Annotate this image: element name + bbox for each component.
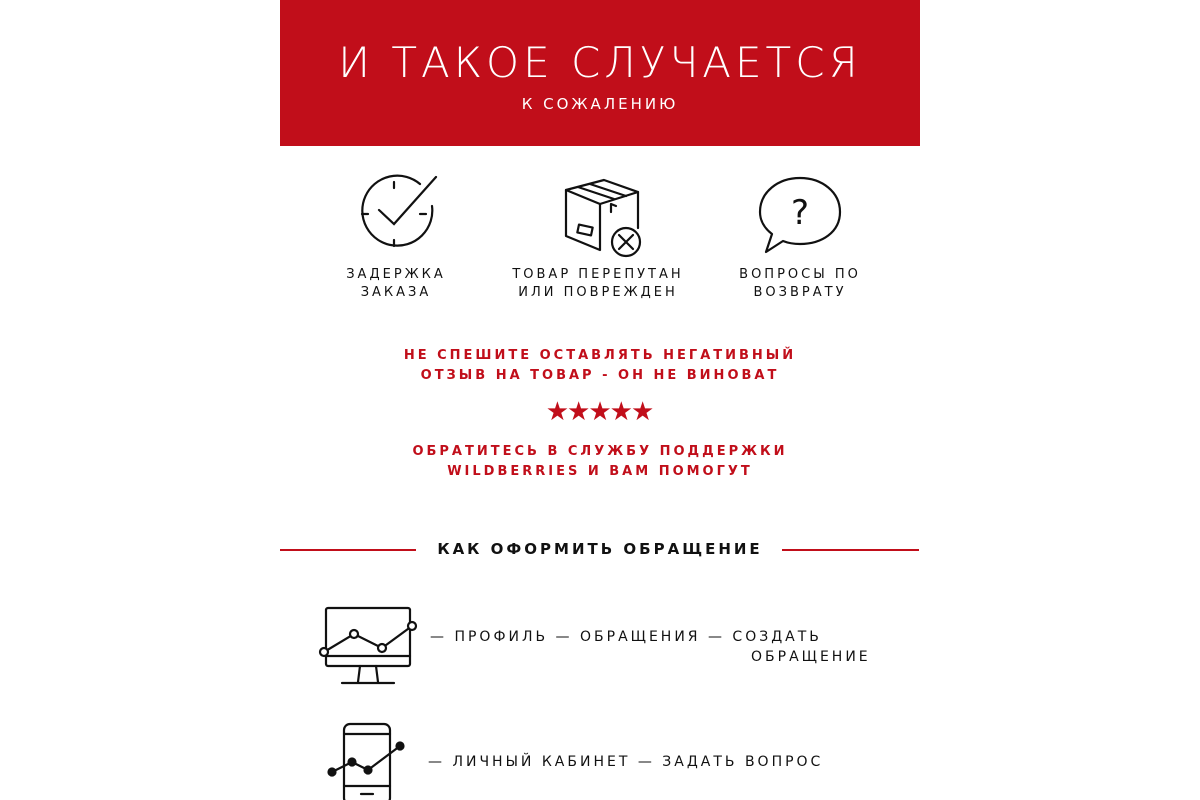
step-line: — ПРОФИЛЬ — ОБРАЩЕНИЯ — СОЗДАТЬ xyxy=(430,629,822,645)
issue-caption-line: ЗАДЕРЖКА xyxy=(346,267,446,282)
issue-return-questions xyxy=(690,170,910,300)
advice-line: ОТЗЫВ НА ТОВАР - ОН НЕ ВИНОВАТ xyxy=(420,368,780,383)
issue-caption-line: ВОЗВРАТУ xyxy=(753,285,847,300)
question-bubble-icon xyxy=(750,170,850,260)
issue-caption xyxy=(488,266,708,302)
support-text xyxy=(280,442,920,482)
issue-caption xyxy=(286,266,506,302)
divider-line xyxy=(280,549,416,551)
issue-caption-line: ЗАКАЗА xyxy=(360,285,432,300)
star-icon: ★ xyxy=(545,397,570,427)
issue-order-delay xyxy=(286,170,506,300)
smartphone-chart-icon xyxy=(326,722,410,800)
support-line: WILDBERRIES И ВАМ ПОМОГУТ xyxy=(447,464,753,479)
damaged-box-icon xyxy=(548,170,648,260)
issue-caption-line: ИЛИ ПОВРЕЖДЕН xyxy=(518,285,678,300)
svg-text:?: ? xyxy=(790,193,810,233)
step-line: ОБРАЩЕНИЕ xyxy=(751,649,871,665)
advice-text xyxy=(280,346,920,386)
advice-line: НЕ СПЕШИТЕ ОСТАВЛЯТЬ НЕГАТИВНЫЙ xyxy=(403,348,797,363)
star-icon: ★ xyxy=(630,397,655,427)
star-rating xyxy=(280,398,920,426)
support-line: ОБРАТИТЕСЬ В СЛУЖБУ ПОДДЕРЖКИ xyxy=(412,444,788,459)
howto-title: КАК ОФОРМИТЬ ОБРАЩЕНИЕ xyxy=(437,540,763,558)
page-title: И ТАКОЕ СЛУЧАЕТСЯ xyxy=(338,38,862,87)
issue-caption-line: ТОВАР ПЕРЕПУТАН xyxy=(512,267,684,282)
step-text xyxy=(428,752,868,772)
header-banner xyxy=(280,0,920,146)
step-text xyxy=(430,627,890,667)
step-line: — ЛИЧНЫЙ КАБИНЕТ — ЗАДАТЬ ВОПРОС xyxy=(428,754,824,770)
issue-damaged-item xyxy=(488,170,708,300)
star-icon: ★ xyxy=(609,397,633,427)
star-icon: ★ xyxy=(567,397,591,427)
desktop-chart-icon xyxy=(316,606,420,688)
clock-check-icon xyxy=(346,170,446,260)
page-subtitle: К СОЖАЛЕНИЮ xyxy=(521,95,679,113)
divider-line xyxy=(782,549,919,551)
issue-caption xyxy=(690,266,910,302)
star-icon: ★ xyxy=(588,397,612,427)
issue-caption-line: ВОПРОСЫ ПО xyxy=(739,267,861,282)
